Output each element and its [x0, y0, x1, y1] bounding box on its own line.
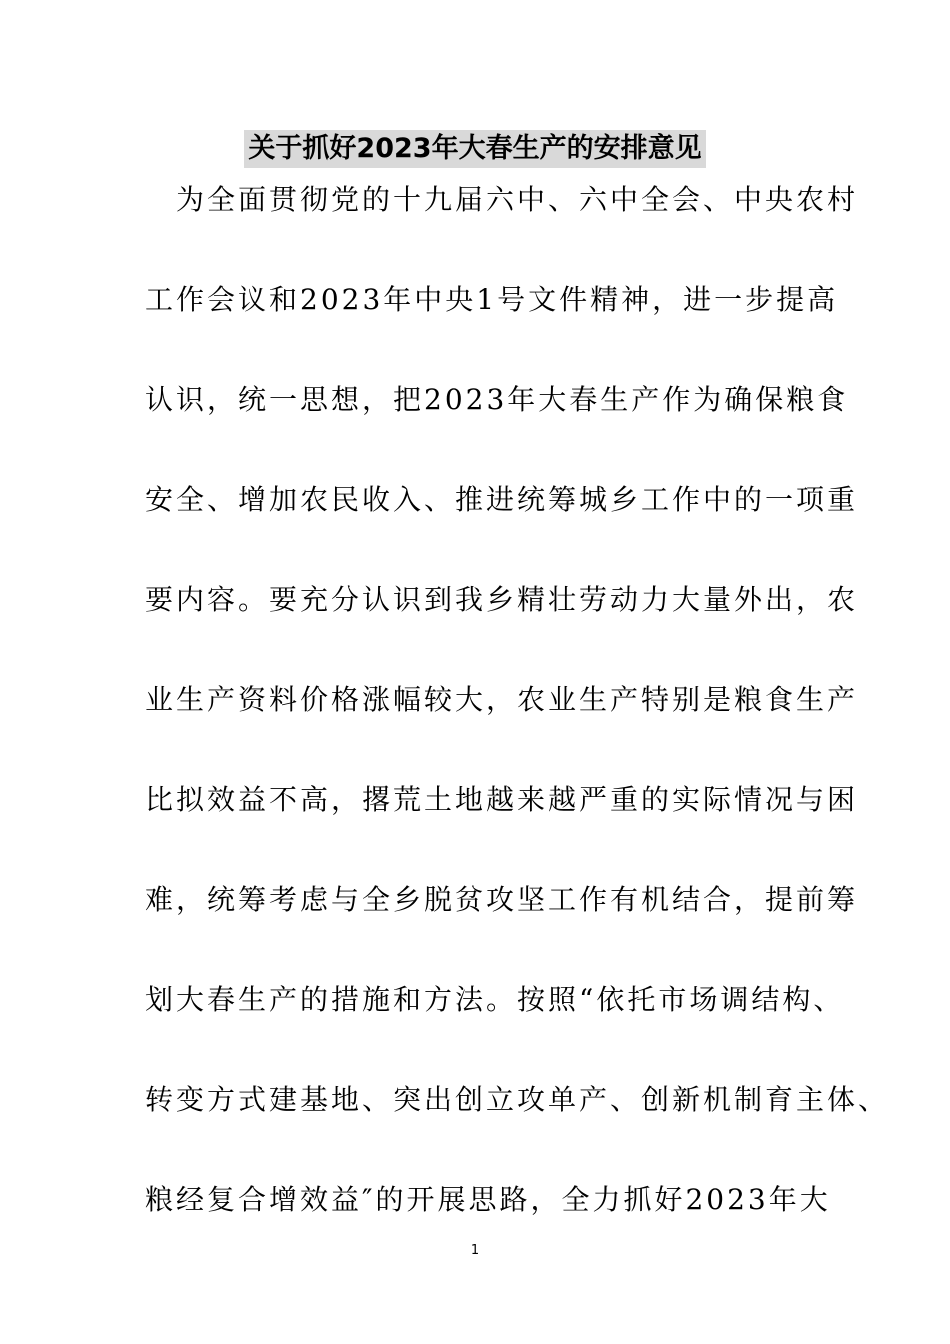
body-line-3: 认识，统一思想，把2023年大春生产作为确保粮食 — [145, 383, 849, 416]
body-line-11: 粮经复合增效益″的开展思路，全力抓好2023年大 — [145, 1183, 831, 1216]
body-line-2: 工作会议和2023年中央1号文件精神，进一步提高 — [145, 283, 839, 316]
body-line-5: 要内容。要充分认识到我乡精壮劳动力大量外出，农 — [145, 583, 859, 616]
page-number: 1 — [470, 1243, 480, 1258]
body-line-1: 为全面贯彻党的十九届六中、六中全会、中央农村 — [145, 183, 859, 216]
body-line-8: 难，统筹考虑与全乡脱贫攻坚工作有机结合，提前筹 — [145, 883, 859, 916]
body-line-7: 比拟效益不高，撂荒土地越来越严重的实际情况与困 — [145, 783, 859, 816]
document-title: 关于抓好2023年大春生产的安排意见 — [244, 130, 705, 168]
body-line-9: 划大春生产的措施和方法。按照“依托市场调结构、 — [145, 983, 845, 1016]
title-container — [0, 130, 950, 168]
body-line-4: 安全、增加农民收入、推进统筹城乡工作中的一项重 — [145, 483, 859, 516]
body-line-10: 转变方式建基地、突出创立攻单产、创新机制育主体、 — [145, 1083, 890, 1116]
body-line-6: 业生产资料价格涨幅较大，农业生产特别是粮食生产 — [145, 683, 859, 716]
